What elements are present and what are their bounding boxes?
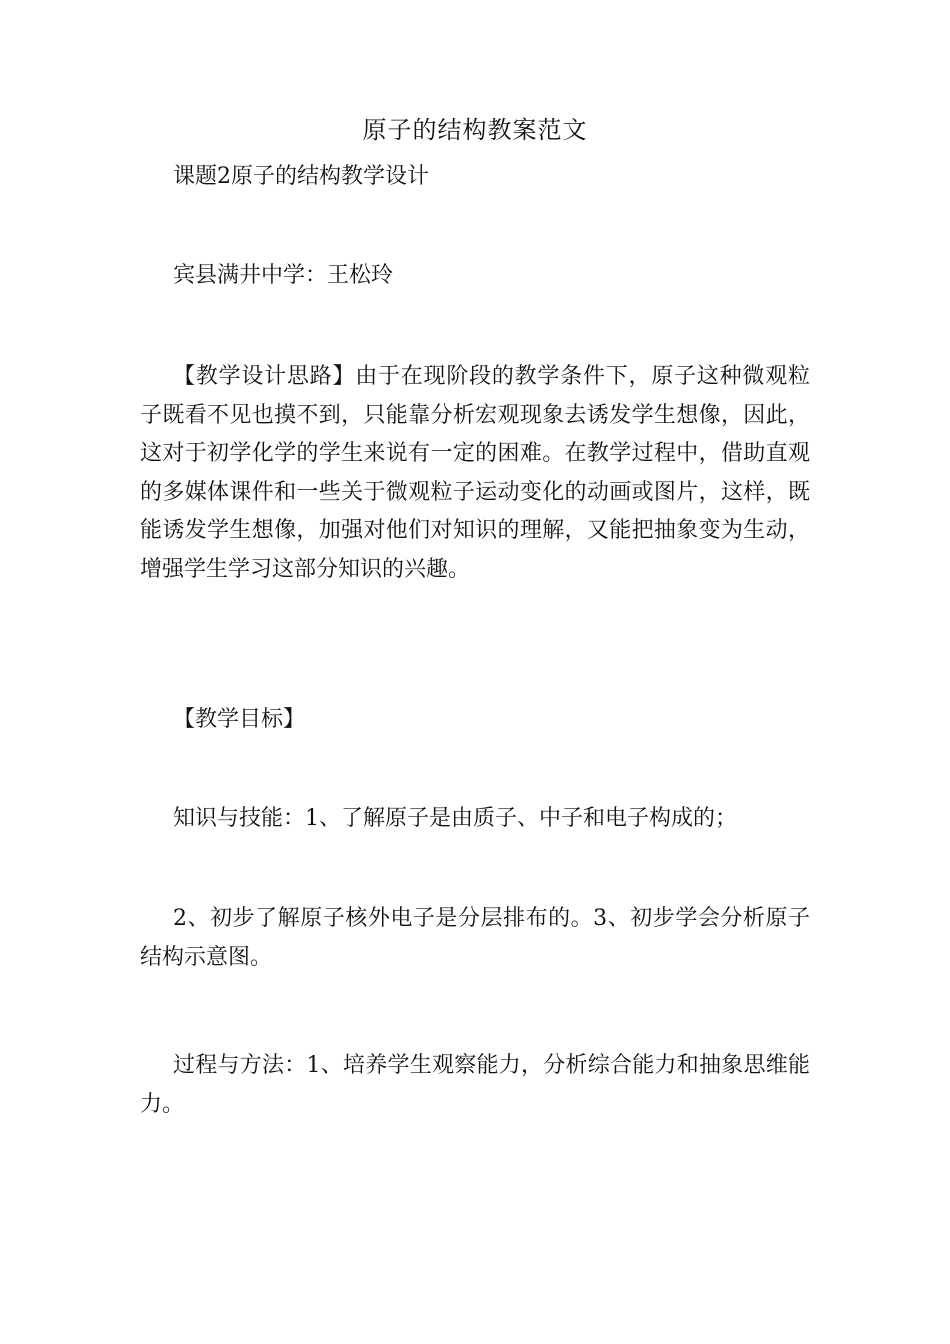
- process-method-paragraph: 过程与方法：1、培养学生观察能力，分析综合能力和抽象思维能力。: [140, 1053, 810, 1117]
- document-title: 原子的结构教案范文: [362, 116, 588, 144]
- knowledge-skill-item-2: 2、初步了解原子核外电子是分层排布的。3、初步学会分析原子结构示意图。: [140, 906, 810, 970]
- author-line: 宾县满井中学：王松玲: [173, 263, 394, 288]
- lesson-subtitle: 课题2原子的结构教学设计: [173, 164, 429, 189]
- design-idea-paragraph: 【教学设计思路】由于在现阶段的教学条件下，原子这种微观粒子既看不见也摸不到，只能靠分析宏观现象去诱发学生想像，因此，这对于初学化学的学生来说有一定的困难。在教学过程中，借助直观的多媒体课件和一些关于微观粒子运动变化的动画或图片，这样，既能诱发学生想像，加强对他们对知识的理解，又能把抽象变为生动，增强学生学习这部分知识的兴趣。: [140, 364, 810, 582]
- teaching-goal-heading: 【教学目标】: [173, 707, 306, 732]
- knowledge-skill-item-1: 知识与技能：1、了解原子是由质子、中子和电子构成的；: [173, 806, 737, 831]
